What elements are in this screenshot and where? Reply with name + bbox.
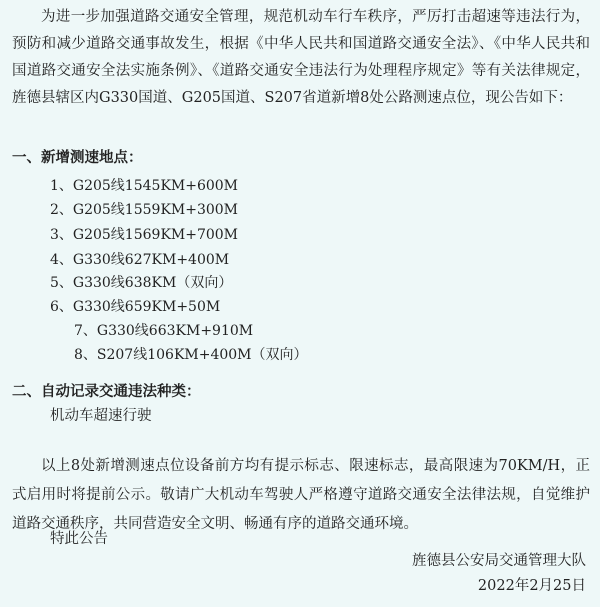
location-item: 3、G205线1569KM+700M	[50, 227, 239, 243]
section2-title: 二、自动记录交通违法种类：	[12, 383, 201, 400]
location-item: 5、G330线638KM（双向）	[50, 275, 233, 291]
location-item: 1、G205线1545KM+600M	[50, 178, 239, 194]
closing-paragraph: 以上8处新增测速点位设备前方均有提示标志、限速标志，最高限速为70KM/H，正式启用时将提前公示。敬请广大机动车驾驶人严格遵守道路交通安全法律法规，自觉维护道路交通秩序，共同营造安全文明、畅通有序的道路交通环境。	[12, 458, 590, 532]
issue-date: 2022年2月25日	[477, 578, 586, 594]
location-item: 6、G330线659KM+50M	[50, 299, 221, 315]
location-item: 4、G330线627KM+400M	[50, 252, 230, 268]
location-item: 2、G205线1559KM+300M	[50, 202, 239, 218]
location-item: 8、S207线106KM+400M（双向）	[74, 347, 308, 363]
issuer-signature: 旌德县公安局交通管理大队	[412, 553, 586, 569]
intro-paragraph: 为进一步加强道路交通安全管理，规范机动车行车秩序，严厉打击超速等违法行为，预防和减少道路交通事故发生，根据《中华人民共和国道路交通安全法》、《中华人民共和国道路交通安全法实施条例》、《道路交通安全违法行为处理程序规定》等有关法律规定，旌德县辖区内G330国道、G205国道、S207省道新增8处公路测速点位，现公告如下：	[12, 9, 590, 106]
section1-title: 一、新增测速地点：	[12, 149, 143, 166]
notice-text: 特此公告	[50, 531, 108, 547]
violation-type: 机动车超速行驶	[50, 408, 152, 424]
location-item: 7、G330线663KM+910M	[74, 323, 254, 339]
